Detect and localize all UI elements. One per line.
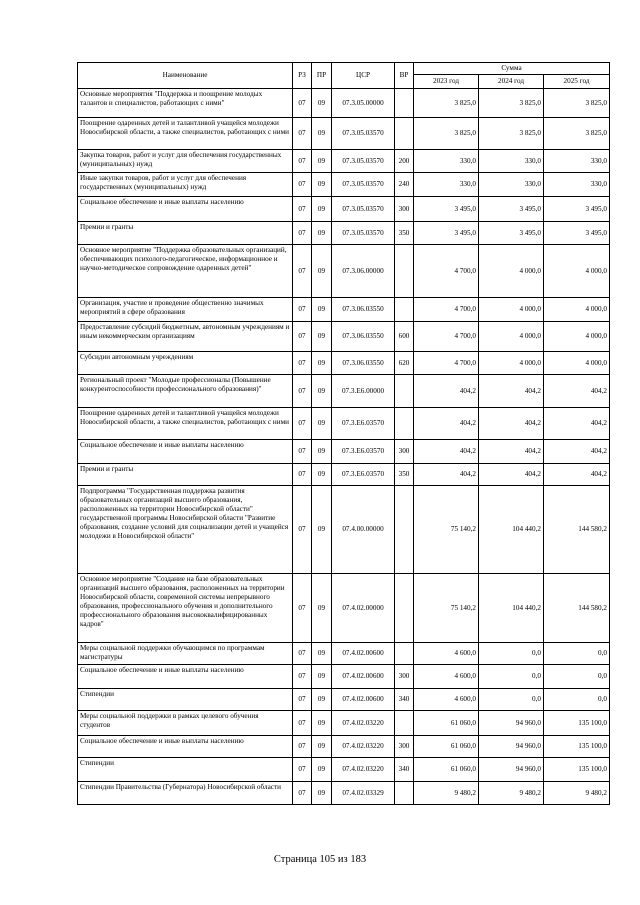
cell-csr: 07.3.E6.03570 <box>332 440 395 464</box>
cell-rz: 07 <box>293 89 312 118</box>
cell-csr: 07.3.06.00000 <box>332 245 395 298</box>
cell-vr <box>395 375 414 408</box>
cell-v2025: 404,2 <box>544 375 610 408</box>
cell-v2024: 3 495,0 <box>479 197 544 222</box>
table-row <box>78 322 610 352</box>
cell-pr: 09 <box>312 375 332 408</box>
table-row <box>78 689 610 711</box>
col-csr-header: ЦСР <box>332 63 395 89</box>
cell-v2023: 3 825,0 <box>414 118 479 150</box>
table-row <box>78 574 610 643</box>
cell-csr: 07.4.02.00000 <box>332 574 395 643</box>
cell-csr: 07.4.02.03220 <box>332 711 395 736</box>
cell-v2024: 0,0 <box>479 689 544 711</box>
cell-pr: 09 <box>312 486 332 574</box>
table-row <box>78 665 610 689</box>
cell-vr: 240 <box>395 173 414 197</box>
cell-pr: 09 <box>312 197 332 222</box>
cell-v2023: 404,2 <box>414 464 479 486</box>
cell-v2024: 9 480,2 <box>479 782 544 805</box>
cell-v2024: 94 960,0 <box>479 758 544 782</box>
cell-vr <box>395 408 414 440</box>
cell-rz: 07 <box>293 665 312 689</box>
cell-v2025: 330,0 <box>544 150 610 173</box>
cell-rz: 07 <box>293 352 312 375</box>
cell-vr: 350 <box>395 464 414 486</box>
cell-v2025: 144 580,2 <box>544 486 610 574</box>
cell-pr: 09 <box>312 689 332 711</box>
cell-vr: 620 <box>395 352 414 375</box>
cell-name: Поощрение одаренных детей и талантливой учащейся молодежи Новосибирской области, а также специалистов, работающих с ними <box>78 118 293 150</box>
col-2023-header: 2023 год <box>414 75 479 89</box>
col-name-header: Наименование <box>78 63 293 89</box>
cell-rz: 07 <box>293 118 312 150</box>
cell-rz: 07 <box>293 782 312 805</box>
cell-csr: 07.4.02.03329 <box>332 782 395 805</box>
cell-vr: 340 <box>395 689 414 711</box>
cell-rz: 07 <box>293 173 312 197</box>
cell-csr: 07.4.02.00600 <box>332 643 395 665</box>
cell-name: Социальное обеспечение и иные выплаты населению <box>78 197 293 222</box>
cell-v2023: 4 700,0 <box>414 298 479 322</box>
cell-v2025: 135 100,0 <box>544 711 610 736</box>
cell-csr: 07.3.05.03570 <box>332 118 395 150</box>
cell-name: Региональный проект "Молодые профессионалы (Повышение конкурентоспособности профессионального образования)" <box>78 375 293 408</box>
cell-v2024: 4 000,0 <box>479 352 544 375</box>
table-row <box>78 173 610 197</box>
cell-v2023: 3 495,0 <box>414 222 479 245</box>
table-row <box>78 758 610 782</box>
cell-name: Основное мероприятие "Создание на базе образовательных организаций высшего образования, расположенных на территории Новосибирской области, современной системы непрерывного образования, профессионального обучения и дополнительного профессионального образования высококвалифицированных кадров" <box>78 574 293 643</box>
cell-csr: 07.3.05.03570 <box>332 197 395 222</box>
cell-v2023: 61 060,0 <box>414 758 479 782</box>
cell-vr: 300 <box>395 197 414 222</box>
page-number: Страница 105 из 183 <box>273 854 367 865</box>
cell-v2024: 104 440,2 <box>479 574 544 643</box>
cell-v2025: 4 000,0 <box>544 298 610 322</box>
cell-v2025: 0,0 <box>544 689 610 711</box>
cell-rz: 07 <box>293 408 312 440</box>
table-row <box>78 736 610 758</box>
cell-v2023: 3 495,0 <box>414 197 479 222</box>
cell-csr: 07.4.02.00600 <box>332 689 395 711</box>
cell-rz: 07 <box>293 689 312 711</box>
cell-name: Социальное обеспечение и иные выплаты населению <box>78 736 293 758</box>
cell-vr: 350 <box>395 222 414 245</box>
cell-pr: 09 <box>312 665 332 689</box>
table-row <box>78 150 610 173</box>
cell-pr: 09 <box>312 736 332 758</box>
cell-v2025: 4 000,0 <box>544 245 610 298</box>
cell-v2025: 135 100,0 <box>544 736 610 758</box>
cell-v2023: 61 060,0 <box>414 711 479 736</box>
cell-vr <box>395 711 414 736</box>
cell-v2025: 0,0 <box>544 665 610 689</box>
cell-v2024: 0,0 <box>479 643 544 665</box>
table-row <box>78 352 610 375</box>
cell-v2024: 4 000,0 <box>479 298 544 322</box>
cell-csr: 07.3.06.03550 <box>332 352 395 375</box>
cell-rz: 07 <box>293 736 312 758</box>
cell-v2025: 0,0 <box>544 643 610 665</box>
cell-csr: 07.3.E6.00000 <box>332 375 395 408</box>
cell-v2024: 94 960,0 <box>479 711 544 736</box>
cell-csr: 07.4.02.03220 <box>332 758 395 782</box>
cell-v2023: 330,0 <box>414 150 479 173</box>
table-row <box>78 464 610 486</box>
cell-name: Субсидии автономным учреждениям <box>78 352 293 375</box>
cell-csr: 07.3.05.03570 <box>332 150 395 173</box>
col-sum-header: Сумма <box>414 63 610 75</box>
table-row <box>78 643 610 665</box>
cell-v2023: 75 140,2 <box>414 486 479 574</box>
cell-name: Основное мероприятие "Поддержка образовательных организаций, обеспечивающих психолого-педагогическое, информационное и научно-методическое сопровождение одаренных детей" <box>78 245 293 298</box>
cell-rz: 07 <box>293 574 312 643</box>
cell-v2024: 404,2 <box>479 440 544 464</box>
cell-v2024: 330,0 <box>479 150 544 173</box>
cell-v2023: 4 600,0 <box>414 665 479 689</box>
cell-vr: 200 <box>395 150 414 173</box>
cell-vr <box>395 245 414 298</box>
cell-v2023: 75 140,2 <box>414 574 479 643</box>
cell-csr: 07.4.02.00600 <box>332 665 395 689</box>
cell-v2024: 4 000,0 <box>479 245 544 298</box>
cell-v2025: 3 825,0 <box>544 118 610 150</box>
cell-v2025: 4 000,0 <box>544 352 610 375</box>
cell-pr: 09 <box>312 352 332 375</box>
cell-rz: 07 <box>293 486 312 574</box>
col-2025-header: 2025 год <box>544 75 610 89</box>
cell-v2024: 3 495,0 <box>479 222 544 245</box>
cell-v2023: 61 060,0 <box>414 736 479 758</box>
cell-v2023: 9 480,2 <box>414 782 479 805</box>
cell-csr: 07.3.05.03570 <box>332 173 395 197</box>
cell-v2024: 3 825,0 <box>479 118 544 150</box>
table-row <box>78 486 610 574</box>
cell-name: Основные мероприятия "Поддержка и поощрение молодых талантов и специалистов, работающих с ними" <box>78 89 293 118</box>
cell-name: Социальное обеспечение и иные выплаты населению <box>78 665 293 689</box>
cell-v2023: 4 600,0 <box>414 643 479 665</box>
cell-csr: 07.3.05.00000 <box>332 89 395 118</box>
table-row <box>78 711 610 736</box>
cell-v2024: 404,2 <box>479 408 544 440</box>
cell-rz: 07 <box>293 322 312 352</box>
cell-pr: 09 <box>312 298 332 322</box>
cell-pr: 09 <box>312 408 332 440</box>
cell-v2023: 330,0 <box>414 173 479 197</box>
cell-rz: 07 <box>293 245 312 298</box>
table-body <box>78 89 610 805</box>
cell-rz: 07 <box>293 150 312 173</box>
cell-v2025: 3 825,0 <box>544 89 610 118</box>
cell-v2024: 404,2 <box>479 464 544 486</box>
cell-vr: 300 <box>395 665 414 689</box>
cell-vr <box>395 574 414 643</box>
cell-rz: 07 <box>293 375 312 408</box>
cell-v2023: 4 700,0 <box>414 322 479 352</box>
cell-v2025: 404,2 <box>544 464 610 486</box>
cell-csr: 07.4.00.00000 <box>332 486 395 574</box>
cell-name: Организация, участие и проведение общественно значимых мероприятий в сфере образования <box>78 298 293 322</box>
cell-rz: 07 <box>293 643 312 665</box>
table-row <box>78 298 610 322</box>
cell-vr: 300 <box>395 736 414 758</box>
table-row <box>78 408 610 440</box>
cell-vr <box>395 643 414 665</box>
cell-v2023: 404,2 <box>414 408 479 440</box>
cell-v2023: 3 825,0 <box>414 89 479 118</box>
cell-rz: 07 <box>293 298 312 322</box>
cell-name: Иные закупки товаров, работ и услуг для обеспечения государственных (муниципальных) нужд <box>78 173 293 197</box>
col-pr-header: ПР <box>312 63 332 89</box>
col-vr-header: ВР <box>395 63 414 89</box>
cell-rz: 07 <box>293 711 312 736</box>
cell-vr: 300 <box>395 440 414 464</box>
cell-v2025: 9 480,2 <box>544 782 610 805</box>
cell-pr: 09 <box>312 643 332 665</box>
cell-rz: 07 <box>293 758 312 782</box>
table-row <box>78 375 610 408</box>
cell-name: Премии и гранты <box>78 464 293 486</box>
cell-csr: 07.3.06.03550 <box>332 298 395 322</box>
cell-pr: 09 <box>312 118 332 150</box>
cell-v2025: 3 495,0 <box>544 197 610 222</box>
cell-csr: 07.3.05.03570 <box>332 222 395 245</box>
cell-rz: 07 <box>293 464 312 486</box>
cell-csr: 07.3.E6.03570 <box>332 408 395 440</box>
cell-pr: 09 <box>312 89 332 118</box>
cell-v2024: 94 960,0 <box>479 736 544 758</box>
cell-name: Поощрение одаренных детей и талантливой учащейся молодежи Новосибирской области, а также специалистов, работающих с ними <box>78 408 293 440</box>
cell-name: Стипендии <box>78 689 293 711</box>
cell-pr: 09 <box>312 782 332 805</box>
cell-csr: 07.3.E6.03570 <box>332 464 395 486</box>
cell-v2025: 404,2 <box>544 408 610 440</box>
cell-v2025: 135 100,0 <box>544 758 610 782</box>
cell-v2024: 3 825,0 <box>479 89 544 118</box>
cell-pr: 09 <box>312 758 332 782</box>
cell-v2024: 404,2 <box>479 375 544 408</box>
cell-vr <box>395 118 414 150</box>
col-rz-header: РЗ <box>293 63 312 89</box>
cell-csr: 07.3.06.03550 <box>332 322 395 352</box>
cell-v2025: 144 580,2 <box>544 574 610 643</box>
cell-vr: 600 <box>395 322 414 352</box>
cell-v2023: 4 700,0 <box>414 245 479 298</box>
cell-name: Подпрограмма "Государственная поддержка развития образовательных организаций высшего образования, расположенных на территории Новосибирской области" государственной программы Новосибирской области "Развитие образования, создание условий для социализации детей и учащейся молодежи в Новосибирской области" <box>78 486 293 574</box>
cell-pr: 09 <box>312 711 332 736</box>
cell-v2024: 4 000,0 <box>479 322 544 352</box>
cell-v2023: 404,2 <box>414 440 479 464</box>
cell-name: Меры социальной поддержки обучающимся по программам магистратуры <box>78 643 293 665</box>
cell-v2025: 330,0 <box>544 173 610 197</box>
cell-v2025: 404,2 <box>544 440 610 464</box>
cell-pr: 09 <box>312 245 332 298</box>
table-row <box>78 245 610 298</box>
cell-vr <box>395 298 414 322</box>
cell-pr: 09 <box>312 574 332 643</box>
cell-pr: 09 <box>312 322 332 352</box>
cell-v2024: 104 440,2 <box>479 486 544 574</box>
cell-v2023: 4 700,0 <box>414 352 479 375</box>
cell-vr <box>395 782 414 805</box>
table-row <box>78 197 610 222</box>
table-row <box>78 118 610 150</box>
cell-vr <box>395 486 414 574</box>
cell-name: Меры социальной поддержки в рамках целевого обучения студентов <box>78 711 293 736</box>
cell-pr: 09 <box>312 150 332 173</box>
cell-pr: 09 <box>312 464 332 486</box>
cell-v2024: 330,0 <box>479 173 544 197</box>
cell-vr: 340 <box>395 758 414 782</box>
table-row <box>78 222 610 245</box>
cell-vr <box>395 89 414 118</box>
cell-csr: 07.4.02.03220 <box>332 736 395 758</box>
budget-table <box>77 62 610 805</box>
cell-v2023: 4 600,0 <box>414 689 479 711</box>
cell-name: Закупка товаров, работ и услуг для обеспечения государственных (муниципальных) нужд <box>78 150 293 173</box>
cell-name: Предоставление субсидий бюджетным, автономным учреждениям и иным некоммерческим организациям <box>78 322 293 352</box>
cell-name: Стипендии Правительства (Губернатора) Новосибирской области <box>78 782 293 805</box>
cell-rz: 07 <box>293 440 312 464</box>
cell-name: Стипендии <box>78 758 293 782</box>
cell-name: Премии и гранты <box>78 222 293 245</box>
cell-v2023: 404,2 <box>414 375 479 408</box>
table-row <box>78 89 610 118</box>
cell-name: Социальное обеспечение и иные выплаты населению <box>78 440 293 464</box>
cell-v2025: 4 000,0 <box>544 322 610 352</box>
cell-v2025: 3 495,0 <box>544 222 610 245</box>
cell-v2024: 0,0 <box>479 665 544 689</box>
col-2024-header: 2024 год <box>479 75 544 89</box>
cell-pr: 09 <box>312 173 332 197</box>
cell-rz: 07 <box>293 197 312 222</box>
cell-pr: 09 <box>312 440 332 464</box>
table-row <box>78 782 610 805</box>
table-row <box>78 440 610 464</box>
cell-pr: 09 <box>312 222 332 245</box>
cell-rz: 07 <box>293 222 312 245</box>
